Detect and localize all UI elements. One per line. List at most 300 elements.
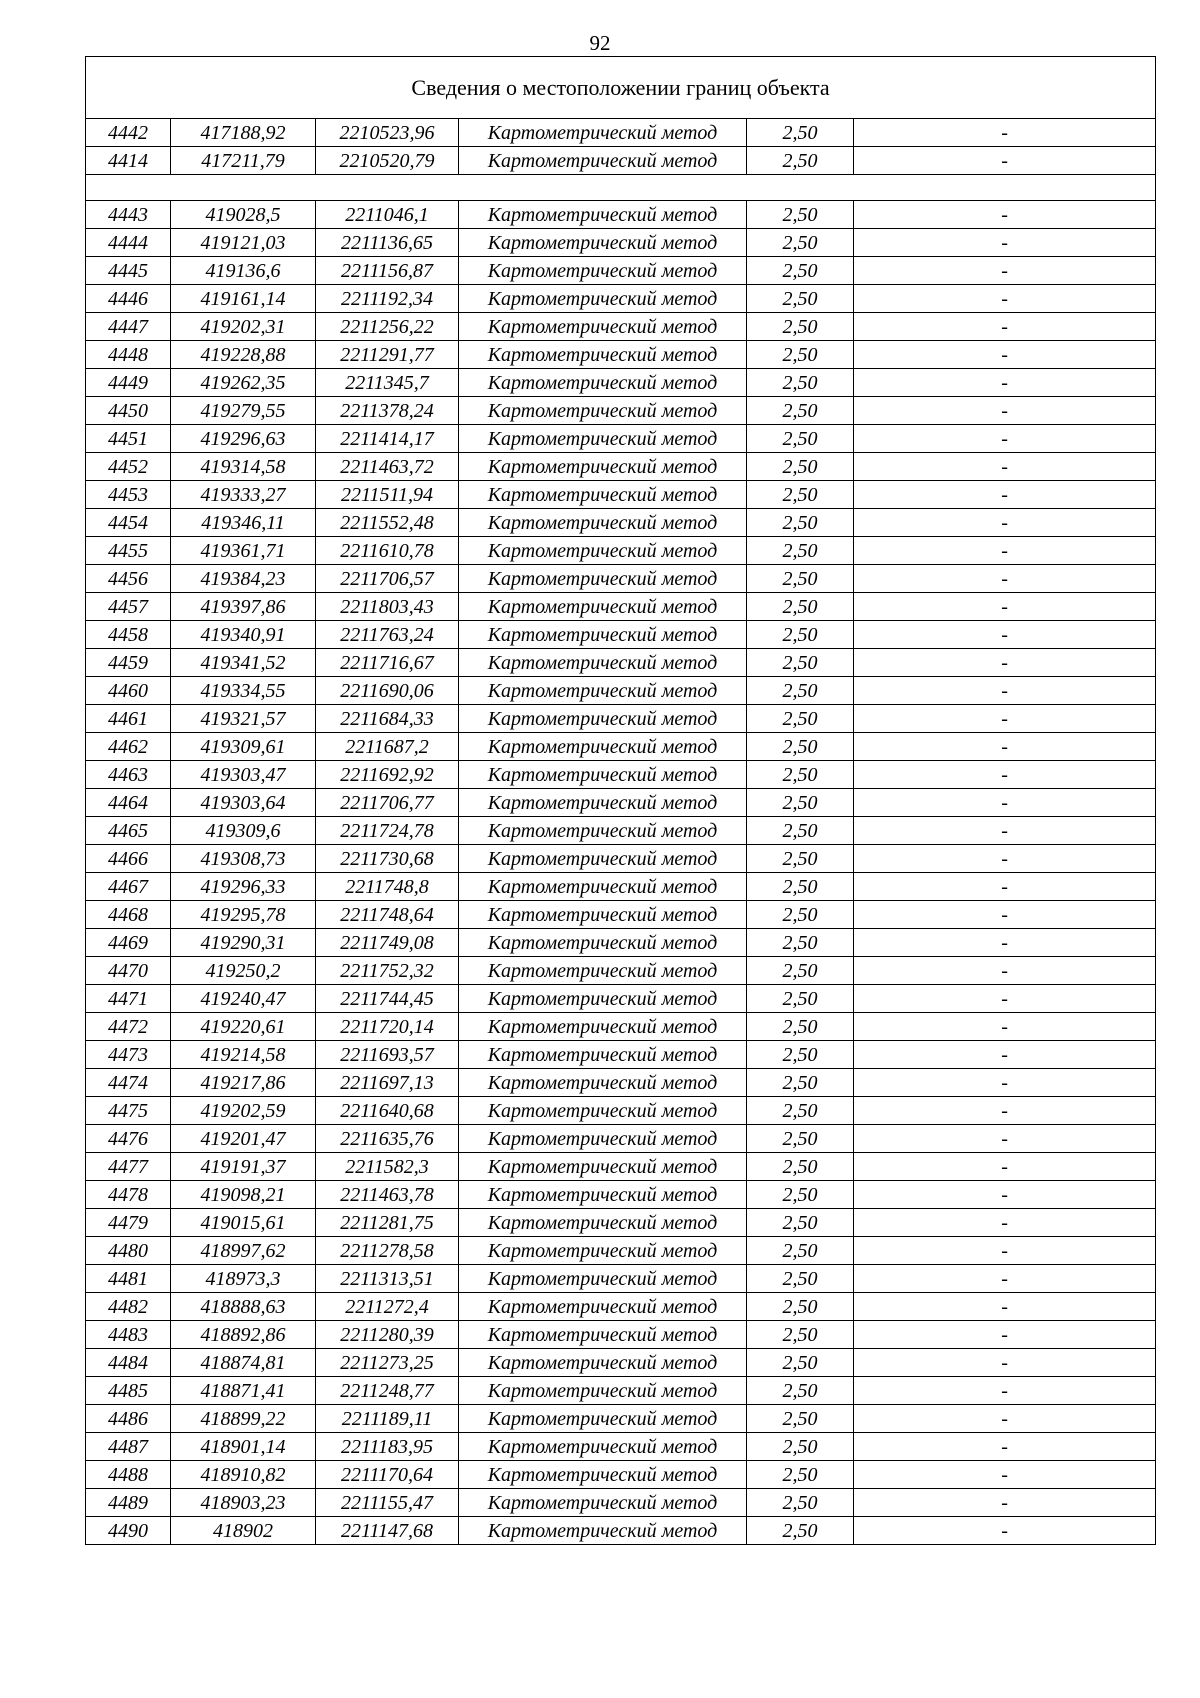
cell-point-number: 4461 <box>86 705 171 733</box>
table-row <box>86 845 1156 873</box>
separator-cell <box>86 175 1156 201</box>
cell-accuracy: 2,50 <box>747 119 854 147</box>
cell-description: - <box>854 929 1156 957</box>
cell-point-number: 4490 <box>86 1517 171 1545</box>
table-row <box>86 341 1156 369</box>
cell-method: Картометрический метод <box>459 565 747 593</box>
cell-coordinate-y: 2211278,58 <box>316 1237 459 1265</box>
cell-description: - <box>854 257 1156 285</box>
cell-coordinate-x: 419333,27 <box>171 481 316 509</box>
table-row <box>86 537 1156 565</box>
cell-description: - <box>854 705 1156 733</box>
cell-point-number: 4469 <box>86 929 171 957</box>
cell-coordinate-x: 419340,91 <box>171 621 316 649</box>
cell-point-number: 4453 <box>86 481 171 509</box>
cell-point-number: 4456 <box>86 565 171 593</box>
cell-method: Картометрический метод <box>459 147 747 175</box>
cell-point-number: 4465 <box>86 817 171 845</box>
cell-description: - <box>854 1461 1156 1489</box>
cell-coordinate-x: 419303,47 <box>171 761 316 789</box>
cell-coordinate-x: 417188,92 <box>171 119 316 147</box>
cell-description: - <box>854 1209 1156 1237</box>
cell-coordinate-y: 2211690,06 <box>316 677 459 705</box>
cell-point-number: 4442 <box>86 119 171 147</box>
cell-point-number: 4488 <box>86 1461 171 1489</box>
cell-coordinate-y: 2211749,08 <box>316 929 459 957</box>
cell-coordinate-x: 419136,6 <box>171 257 316 285</box>
cell-point-number: 4470 <box>86 957 171 985</box>
cell-coordinate-y: 2211463,72 <box>316 453 459 481</box>
cell-accuracy: 2,50 <box>747 621 854 649</box>
table-row <box>86 425 1156 453</box>
cell-method: Картометрический метод <box>459 1461 747 1489</box>
cell-coordinate-y: 2211635,76 <box>316 1125 459 1153</box>
cell-coordinate-y: 2211692,92 <box>316 761 459 789</box>
cell-description: - <box>854 1237 1156 1265</box>
cell-accuracy: 2,50 <box>747 929 854 957</box>
cell-coordinate-y: 2211706,77 <box>316 789 459 817</box>
cell-accuracy: 2,50 <box>747 1041 854 1069</box>
table-row <box>86 229 1156 257</box>
cell-point-number: 4466 <box>86 845 171 873</box>
cell-coordinate-x: 419201,47 <box>171 1125 316 1153</box>
cell-coordinate-y: 2211273,25 <box>316 1349 459 1377</box>
cell-accuracy: 2,50 <box>747 1405 854 1433</box>
table-row <box>86 1265 1156 1293</box>
cell-description: - <box>854 285 1156 313</box>
cell-description: - <box>854 1349 1156 1377</box>
cell-description: - <box>854 789 1156 817</box>
cell-accuracy: 2,50 <box>747 481 854 509</box>
table-row <box>86 481 1156 509</box>
cell-coordinate-x: 418973,3 <box>171 1265 316 1293</box>
cell-coordinate-y: 2211724,78 <box>316 817 459 845</box>
cell-point-number: 4483 <box>86 1321 171 1349</box>
table-row <box>86 705 1156 733</box>
cell-point-number: 4467 <box>86 873 171 901</box>
cell-description: - <box>854 1097 1156 1125</box>
cell-description: - <box>854 985 1156 1013</box>
cell-coordinate-x: 419202,31 <box>171 313 316 341</box>
cell-coordinate-x: 419341,52 <box>171 649 316 677</box>
cell-coordinate-y: 2211272,4 <box>316 1293 459 1321</box>
cell-method: Картометрический метод <box>459 481 747 509</box>
cell-description: - <box>854 119 1156 147</box>
cell-coordinate-x: 419262,35 <box>171 369 316 397</box>
cell-description: - <box>854 1489 1156 1517</box>
cell-description: - <box>854 1013 1156 1041</box>
cell-accuracy: 2,50 <box>747 789 854 817</box>
cell-coordinate-x: 419296,33 <box>171 873 316 901</box>
cell-coordinate-y: 2211582,3 <box>316 1153 459 1181</box>
cell-accuracy: 2,50 <box>747 733 854 761</box>
table-row <box>86 1153 1156 1181</box>
cell-point-number: 4468 <box>86 901 171 929</box>
cell-accuracy: 2,50 <box>747 285 854 313</box>
cell-point-number: 4478 <box>86 1181 171 1209</box>
cell-point-number: 4487 <box>86 1433 171 1461</box>
cell-method: Картометрический метод <box>459 1125 747 1153</box>
cell-coordinate-x: 419191,37 <box>171 1153 316 1181</box>
cell-description: - <box>854 1181 1156 1209</box>
cell-coordinate-x: 419334,55 <box>171 677 316 705</box>
table-row <box>86 453 1156 481</box>
table-row <box>86 929 1156 957</box>
table-row <box>86 1041 1156 1069</box>
cell-accuracy: 2,50 <box>747 1209 854 1237</box>
cell-accuracy: 2,50 <box>747 1125 854 1153</box>
cell-description: - <box>854 229 1156 257</box>
cell-description: - <box>854 733 1156 761</box>
table-row <box>86 1517 1156 1545</box>
cell-coordinate-x: 419161,14 <box>171 285 316 313</box>
cell-accuracy: 2,50 <box>747 147 854 175</box>
cell-accuracy: 2,50 <box>747 453 854 481</box>
cell-method: Картометрический метод <box>459 649 747 677</box>
cell-coordinate-x: 419279,55 <box>171 397 316 425</box>
cell-coordinate-y: 2211763,24 <box>316 621 459 649</box>
cell-accuracy: 2,50 <box>747 593 854 621</box>
cell-method: Картометрический метод <box>459 621 747 649</box>
cell-point-number: 4480 <box>86 1237 171 1265</box>
cell-accuracy: 2,50 <box>747 1349 854 1377</box>
cell-method: Картометрический метод <box>459 229 747 257</box>
cell-method: Картометрический метод <box>459 509 747 537</box>
table-title-row <box>86 57 1156 119</box>
cell-accuracy: 2,50 <box>747 1265 854 1293</box>
cell-description: - <box>854 453 1156 481</box>
cell-description: - <box>854 649 1156 677</box>
cell-description: - <box>854 565 1156 593</box>
cell-accuracy: 2,50 <box>747 341 854 369</box>
cell-coordinate-y: 2211640,68 <box>316 1097 459 1125</box>
cell-coordinate-x: 418901,14 <box>171 1433 316 1461</box>
table-row <box>86 1405 1156 1433</box>
cell-accuracy: 2,50 <box>747 1461 854 1489</box>
cell-coordinate-y: 2211610,78 <box>316 537 459 565</box>
cell-method: Картометрический метод <box>459 957 747 985</box>
cell-coordinate-x: 419321,57 <box>171 705 316 733</box>
cell-coordinate-x: 419303,64 <box>171 789 316 817</box>
cell-method: Картометрический метод <box>459 901 747 929</box>
cell-coordinate-x: 419384,23 <box>171 565 316 593</box>
cell-coordinate-x: 419314,58 <box>171 453 316 481</box>
cell-point-number: 4443 <box>86 201 171 229</box>
cell-description: - <box>854 1321 1156 1349</box>
cell-accuracy: 2,50 <box>747 397 854 425</box>
cell-method: Картометрический метод <box>459 985 747 1013</box>
cell-coordinate-x: 419308,73 <box>171 845 316 873</box>
cell-coordinate-x: 418888,63 <box>171 1293 316 1321</box>
table-row <box>86 957 1156 985</box>
cell-accuracy: 2,50 <box>747 1181 854 1209</box>
table-row <box>86 985 1156 1013</box>
cell-point-number: 4455 <box>86 537 171 565</box>
cell-accuracy: 2,50 <box>747 1377 854 1405</box>
cell-method: Картометрический метод <box>459 1097 747 1125</box>
cell-coordinate-y: 2211687,2 <box>316 733 459 761</box>
cell-coordinate-y: 2210520,79 <box>316 147 459 175</box>
table-row <box>86 761 1156 789</box>
table-row <box>86 1209 1156 1237</box>
cell-point-number: 4448 <box>86 341 171 369</box>
cell-method: Картометрический метод <box>459 537 747 565</box>
cell-coordinate-x: 419098,21 <box>171 1181 316 1209</box>
cell-accuracy: 2,50 <box>747 705 854 733</box>
cell-point-number: 4476 <box>86 1125 171 1153</box>
cell-coordinate-y: 2210523,96 <box>316 119 459 147</box>
cell-coordinate-y: 2211720,14 <box>316 1013 459 1041</box>
cell-point-number: 4482 <box>86 1293 171 1321</box>
cell-coordinate-y: 2211752,32 <box>316 957 459 985</box>
cell-method: Картометрический метод <box>459 453 747 481</box>
cell-description: - <box>854 1265 1156 1293</box>
cell-accuracy: 2,50 <box>747 257 854 285</box>
cell-point-number: 4472 <box>86 1013 171 1041</box>
cell-coordinate-x: 418892,86 <box>171 1321 316 1349</box>
cell-coordinate-x: 418903,23 <box>171 1489 316 1517</box>
cell-description: - <box>854 481 1156 509</box>
cell-coordinate-y: 2211313,51 <box>316 1265 459 1293</box>
cell-accuracy: 2,50 <box>747 369 854 397</box>
cell-method: Картометрический метод <box>459 1489 747 1517</box>
cell-point-number: 4451 <box>86 425 171 453</box>
cell-point-number: 4444 <box>86 229 171 257</box>
cell-method: Картометрический метод <box>459 1041 747 1069</box>
cell-method: Картометрический метод <box>459 369 747 397</box>
cell-accuracy: 2,50 <box>747 313 854 341</box>
cell-coordinate-y: 2211281,75 <box>316 1209 459 1237</box>
cell-coordinate-y: 2211192,34 <box>316 285 459 313</box>
table-row <box>86 147 1156 175</box>
cell-accuracy: 2,50 <box>747 817 854 845</box>
cell-point-number: 4446 <box>86 285 171 313</box>
cell-coordinate-y: 2211046,1 <box>316 201 459 229</box>
cell-point-number: 4463 <box>86 761 171 789</box>
cell-coordinate-x: 418910,82 <box>171 1461 316 1489</box>
cell-description: - <box>854 1293 1156 1321</box>
table-body <box>86 57 1156 1545</box>
cell-method: Картометрический метод <box>459 425 747 453</box>
cell-description: - <box>854 761 1156 789</box>
cell-accuracy: 2,50 <box>747 873 854 901</box>
cell-point-number: 4485 <box>86 1377 171 1405</box>
table-row <box>86 1433 1156 1461</box>
table-row <box>86 1237 1156 1265</box>
cell-description: - <box>854 397 1156 425</box>
cell-coordinate-x: 419228,88 <box>171 341 316 369</box>
cell-coordinate-y: 2211155,47 <box>316 1489 459 1517</box>
cell-accuracy: 2,50 <box>747 1293 854 1321</box>
cell-description: - <box>854 1125 1156 1153</box>
cell-coordinate-x: 418899,22 <box>171 1405 316 1433</box>
cell-method: Картометрический метод <box>459 1405 747 1433</box>
cell-coordinate-y: 2211511,94 <box>316 481 459 509</box>
table-row <box>86 509 1156 537</box>
cell-coordinate-y: 2211552,48 <box>316 509 459 537</box>
cell-accuracy: 2,50 <box>747 201 854 229</box>
cell-point-number: 4414 <box>86 147 171 175</box>
cell-coordinate-x: 419220,61 <box>171 1013 316 1041</box>
table-row <box>86 621 1156 649</box>
cell-coordinate-x: 419296,63 <box>171 425 316 453</box>
cell-coordinate-y: 2211748,8 <box>316 873 459 901</box>
cell-accuracy: 2,50 <box>747 509 854 537</box>
cell-point-number: 4484 <box>86 1349 171 1377</box>
cell-description: - <box>854 1041 1156 1069</box>
table-row <box>86 789 1156 817</box>
table-row <box>86 313 1156 341</box>
cell-accuracy: 2,50 <box>747 1097 854 1125</box>
cell-method: Картометрический метод <box>459 119 747 147</box>
table-row <box>86 1377 1156 1405</box>
cell-coordinate-y: 2211291,77 <box>316 341 459 369</box>
cell-method: Картометрический метод <box>459 397 747 425</box>
cell-coordinate-y: 2211803,43 <box>316 593 459 621</box>
boundary-coordinates-sheet <box>85 56 1155 1545</box>
cell-accuracy: 2,50 <box>747 985 854 1013</box>
cell-point-number: 4449 <box>86 369 171 397</box>
cell-accuracy: 2,50 <box>747 1153 854 1181</box>
cell-coordinate-y: 2211706,57 <box>316 565 459 593</box>
table-row <box>86 1097 1156 1125</box>
cell-description: - <box>854 147 1156 175</box>
cell-accuracy: 2,50 <box>747 845 854 873</box>
cell-accuracy: 2,50 <box>747 1013 854 1041</box>
cell-coordinate-y: 2211697,13 <box>316 1069 459 1097</box>
cell-method: Картометрический метод <box>459 761 747 789</box>
cell-accuracy: 2,50 <box>747 229 854 257</box>
table-row <box>86 1181 1156 1209</box>
cell-point-number: 4462 <box>86 733 171 761</box>
cell-method: Картометрический метод <box>459 1209 747 1237</box>
cell-coordinate-x: 419397,86 <box>171 593 316 621</box>
cell-point-number: 4464 <box>86 789 171 817</box>
cell-point-number: 4450 <box>86 397 171 425</box>
cell-point-number: 4474 <box>86 1069 171 1097</box>
cell-method: Картометрический метод <box>459 1517 747 1545</box>
cell-method: Картометрический метод <box>459 1349 747 1377</box>
cell-description: - <box>854 621 1156 649</box>
cell-coordinate-y: 2211378,24 <box>316 397 459 425</box>
cell-accuracy: 2,50 <box>747 761 854 789</box>
cell-description: - <box>854 1517 1156 1545</box>
table-row <box>86 873 1156 901</box>
table-row <box>86 1125 1156 1153</box>
cell-coordinate-y: 2211280,39 <box>316 1321 459 1349</box>
cell-coordinate-y: 2211136,65 <box>316 229 459 257</box>
cell-coordinate-y: 2211693,57 <box>316 1041 459 1069</box>
cell-description: - <box>854 313 1156 341</box>
cell-accuracy: 2,50 <box>747 1069 854 1097</box>
cell-method: Картометрический метод <box>459 285 747 313</box>
cell-coordinate-y: 2211716,67 <box>316 649 459 677</box>
cell-coordinate-y: 2211256,22 <box>316 313 459 341</box>
cell-coordinate-x: 418874,81 <box>171 1349 316 1377</box>
cell-point-number: 4481 <box>86 1265 171 1293</box>
cell-method: Картометрический метод <box>459 873 747 901</box>
cell-description: - <box>854 1153 1156 1181</box>
cell-description: - <box>854 509 1156 537</box>
cell-coordinate-y: 2211730,68 <box>316 845 459 873</box>
cell-description: - <box>854 901 1156 929</box>
table-row <box>86 201 1156 229</box>
page-number: 92 <box>589 31 611 55</box>
cell-coordinate-x: 419240,47 <box>171 985 316 1013</box>
table-row <box>86 593 1156 621</box>
cell-accuracy: 2,50 <box>747 1321 854 1349</box>
cell-coordinate-x: 419361,71 <box>171 537 316 565</box>
cell-method: Картометрический метод <box>459 593 747 621</box>
cell-description: - <box>854 425 1156 453</box>
cell-method: Картометрический метод <box>459 1377 747 1405</box>
cell-coordinate-y: 2211156,87 <box>316 257 459 285</box>
table-row <box>86 1293 1156 1321</box>
cell-coordinate-x: 419309,61 <box>171 733 316 761</box>
table-row <box>86 677 1156 705</box>
cell-coordinate-y: 2211248,77 <box>316 1377 459 1405</box>
cell-coordinate-x: 418871,41 <box>171 1377 316 1405</box>
cell-method: Картометрический метод <box>459 1237 747 1265</box>
cell-accuracy: 2,50 <box>747 537 854 565</box>
cell-point-number: 4457 <box>86 593 171 621</box>
cell-point-number: 4477 <box>86 1153 171 1181</box>
cell-point-number: 4479 <box>86 1209 171 1237</box>
cell-point-number: 4486 <box>86 1405 171 1433</box>
table-row <box>86 257 1156 285</box>
cell-description: - <box>854 677 1156 705</box>
cell-point-number: 4445 <box>86 257 171 285</box>
cell-accuracy: 2,50 <box>747 1433 854 1461</box>
cell-coordinate-x: 419202,59 <box>171 1097 316 1125</box>
cell-method: Картометрический метод <box>459 929 747 957</box>
table-row <box>86 817 1156 845</box>
cell-coordinate-x: 419309,6 <box>171 817 316 845</box>
table-row <box>86 901 1156 929</box>
cell-method: Картометрический метод <box>459 1069 747 1097</box>
cell-method: Картометрический метод <box>459 789 747 817</box>
table-row <box>86 1489 1156 1517</box>
cell-coordinate-x: 418902 <box>171 1517 316 1545</box>
cell-coordinate-x: 417211,79 <box>171 147 316 175</box>
table-row <box>86 1349 1156 1377</box>
cell-coordinate-x: 419121,03 <box>171 229 316 257</box>
cell-method: Картометрический метод <box>459 1153 747 1181</box>
table-row <box>86 369 1156 397</box>
cell-method: Картометрический метод <box>459 1293 747 1321</box>
table-row <box>86 397 1156 425</box>
cell-coordinate-x: 419015,61 <box>171 1209 316 1237</box>
cell-accuracy: 2,50 <box>747 901 854 929</box>
cell-point-number: 4459 <box>86 649 171 677</box>
table-row <box>86 1461 1156 1489</box>
cell-coordinate-x: 419028,5 <box>171 201 316 229</box>
cell-coordinate-x: 419250,2 <box>171 957 316 985</box>
cell-description: - <box>854 873 1156 901</box>
cell-description: - <box>854 817 1156 845</box>
cell-point-number: 4447 <box>86 313 171 341</box>
cell-description: - <box>854 845 1156 873</box>
cell-coordinate-x: 419295,78 <box>171 901 316 929</box>
cell-point-number: 4473 <box>86 1041 171 1069</box>
table-row <box>86 119 1156 147</box>
cell-description: - <box>854 957 1156 985</box>
cell-method: Картометрический метод <box>459 1321 747 1349</box>
cell-method: Картометрический метод <box>459 1433 747 1461</box>
cell-description: - <box>854 1069 1156 1097</box>
cell-method: Картометрический метод <box>459 677 747 705</box>
cell-accuracy: 2,50 <box>747 649 854 677</box>
